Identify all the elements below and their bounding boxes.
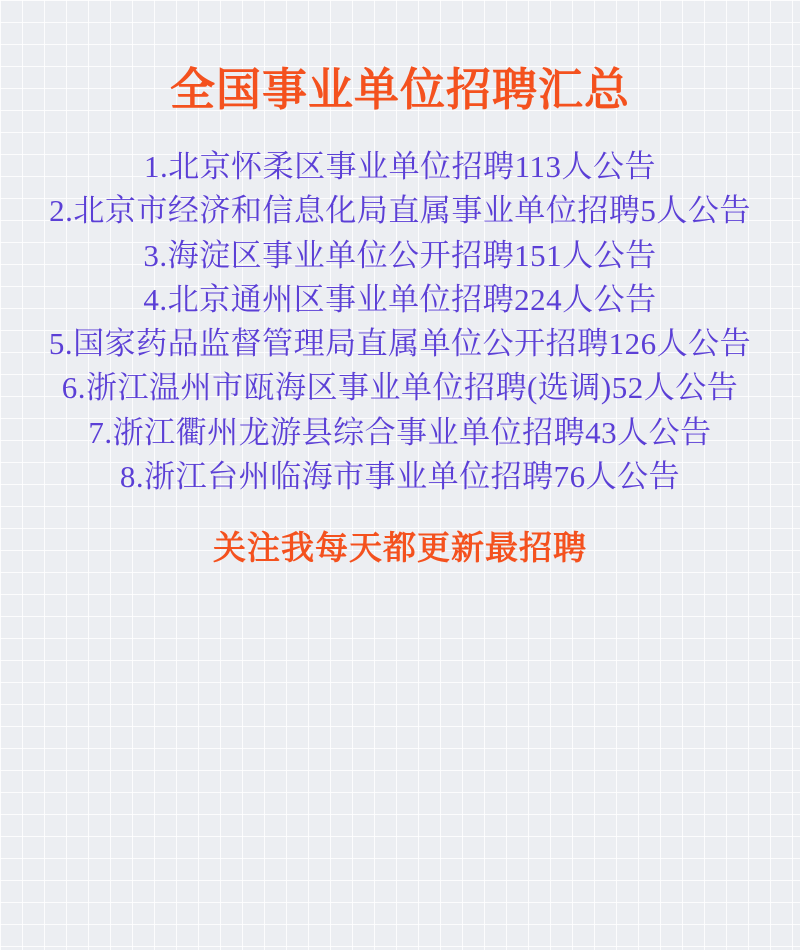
list-item: 3.海淀区事业单位公开招聘151人公告 <box>143 237 657 273</box>
list-item: 5.国家药品监督管理局直属单位公开招聘126人公告 <box>48 326 752 362</box>
list-item: 4.北京通州区事业单位招聘224人公告 <box>143 281 657 317</box>
list-item: 6.浙江温州市瓯海区事业单位招聘(选调)52人公告 <box>61 370 739 406</box>
job-listing-list <box>26 146 774 500</box>
list-item: 7.浙江衢州龙游县综合事业单位招聘43人公告 <box>88 414 712 450</box>
list-item: 2.北京市经济和信息化局直属事业单位招聘5人公告 <box>49 193 751 229</box>
footer-call-to-action: 关注我每天都更新最招聘 <box>213 528 587 567</box>
list-item: 8.浙江台州临海市事业单位招聘76人公告 <box>119 458 681 494</box>
page-title: 全国事业单位招聘汇总 <box>169 63 630 116</box>
list-item: 1.北京怀柔区事业单位招聘113人公告 <box>143 149 657 185</box>
